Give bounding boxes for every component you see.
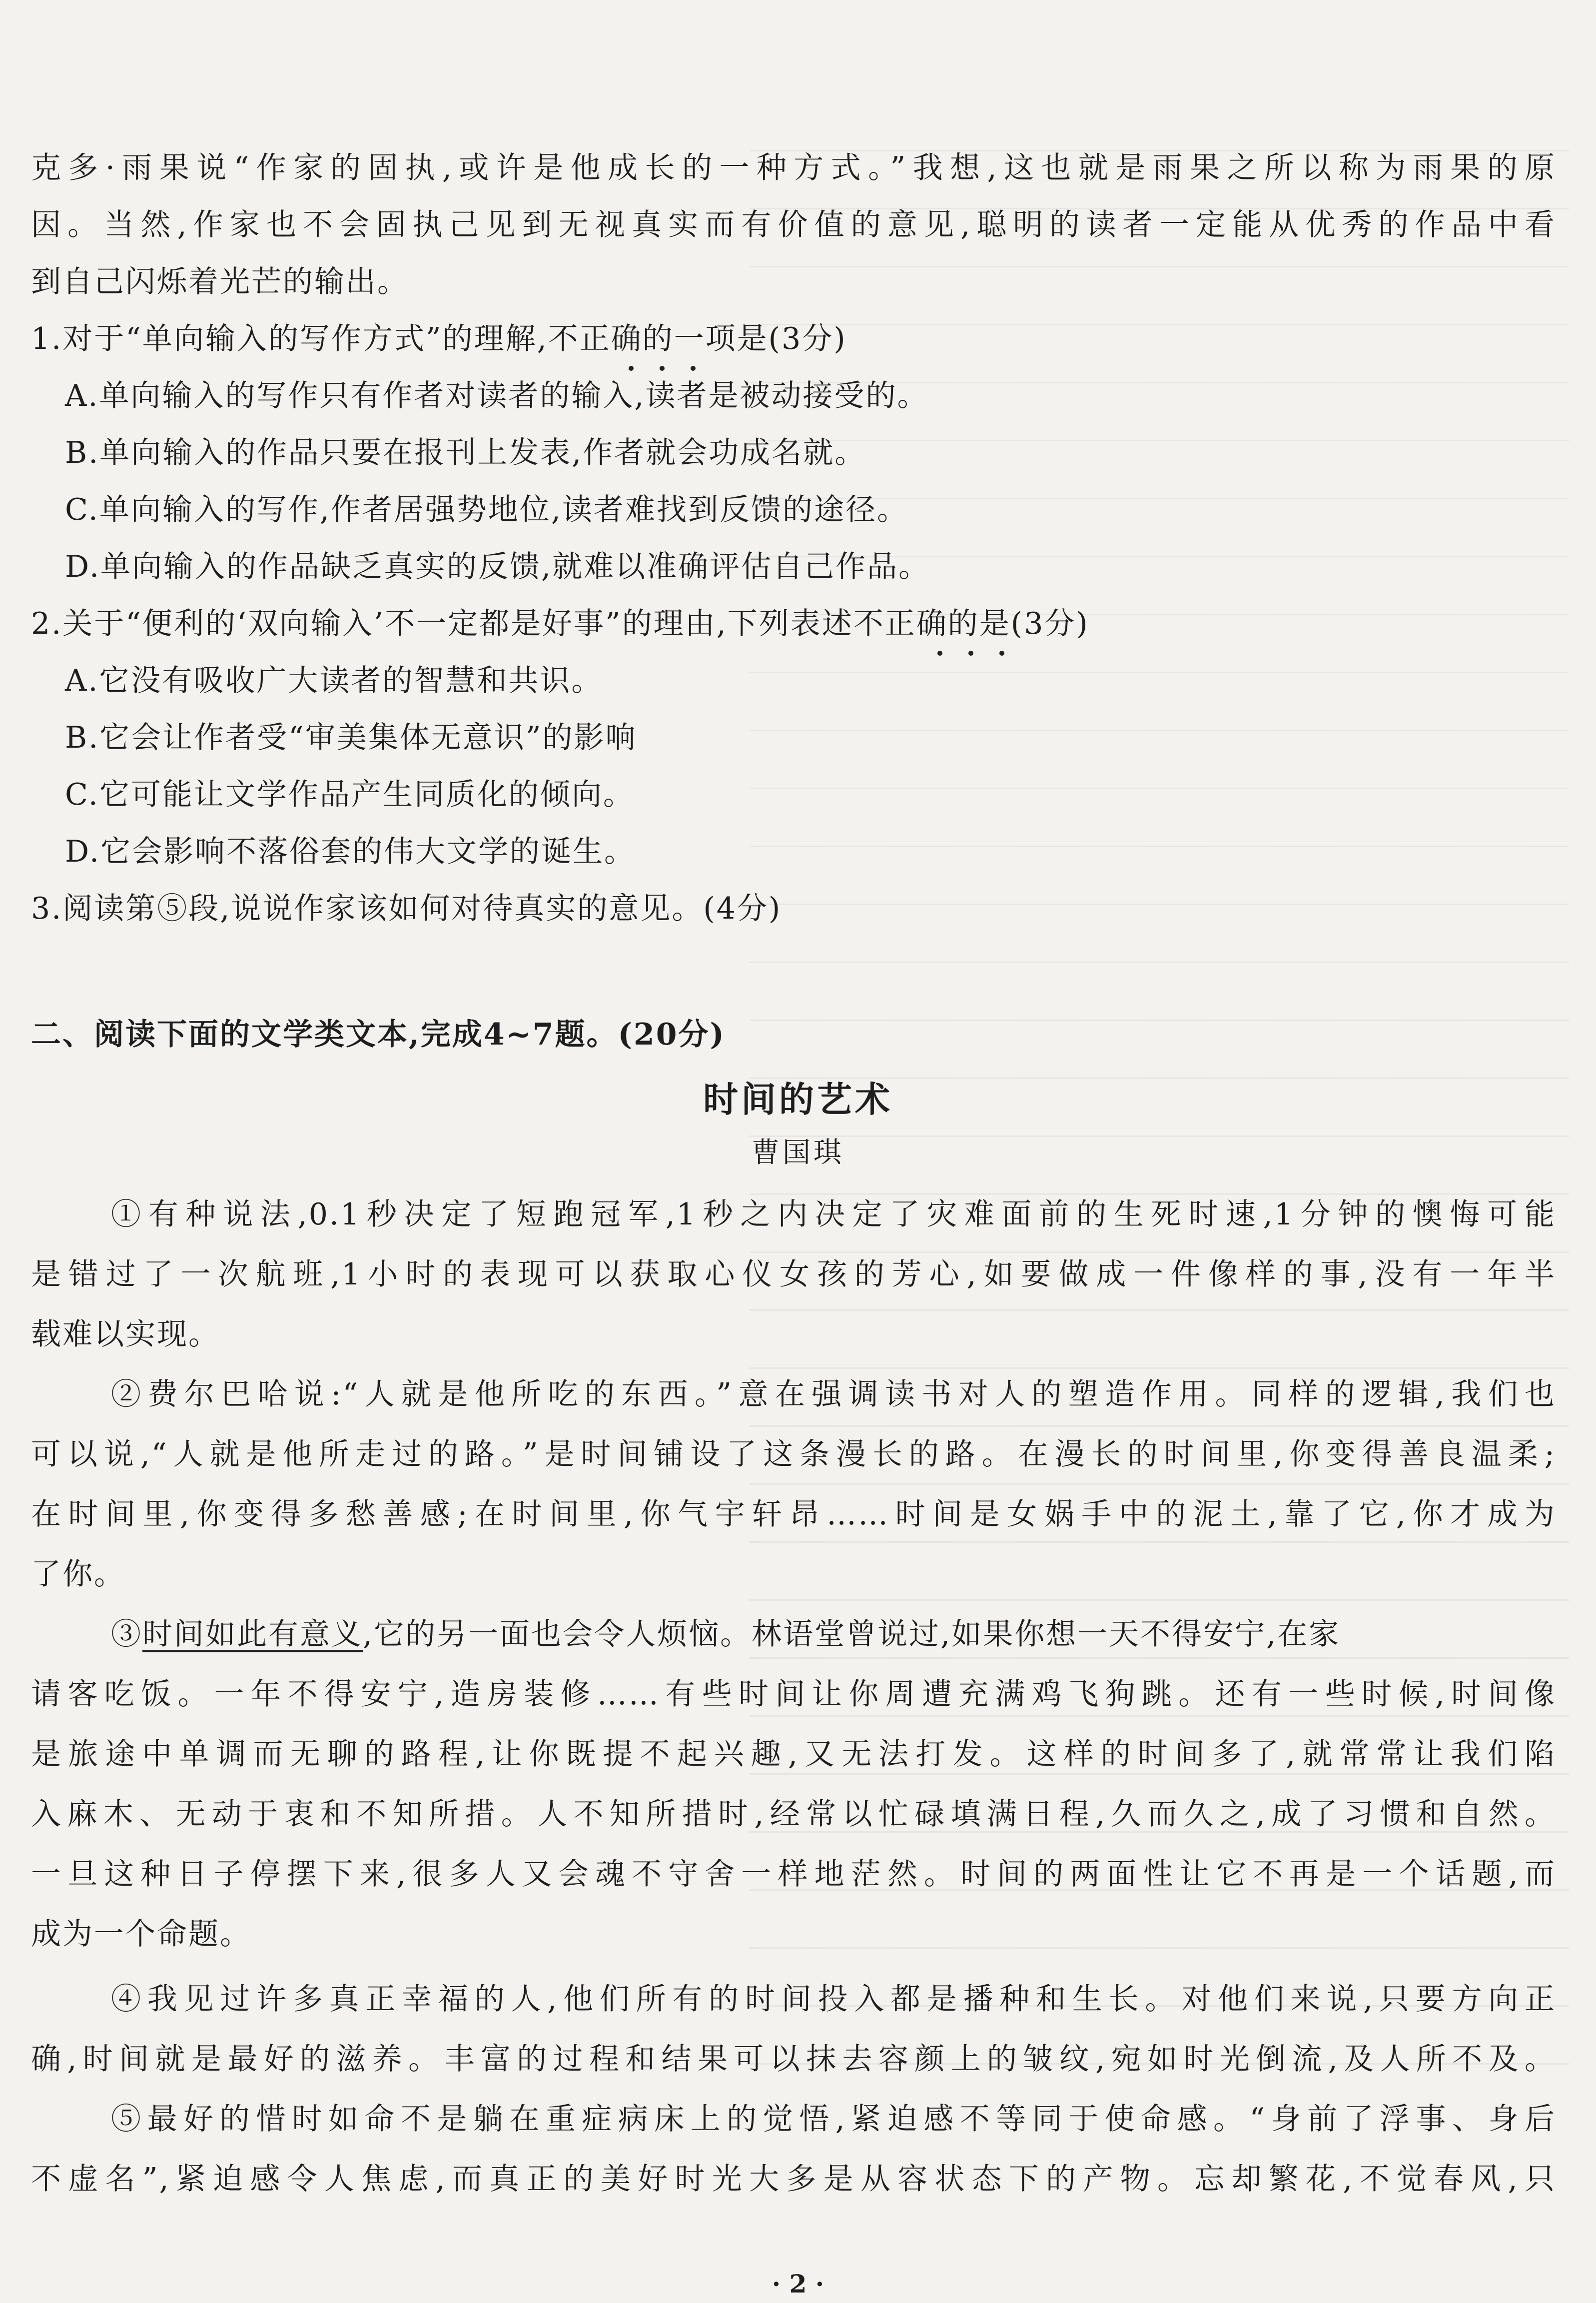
emphasis-dot (999, 651, 1004, 656)
question-2-option-b: B.它会让作者受“审美集体无意识”的影响 (65, 720, 637, 755)
article-author: 曹国琪 (752, 1137, 844, 1169)
paragraph-3-line: 成为一个命题。 (31, 1917, 251, 1952)
question-2-option-d: D.它会影响不落俗套的伟大文学的诞生。 (65, 834, 636, 869)
paragraph-1-line: 是错过了一次航班,1小时的表现可以获取心仪女孩的芳心,如要做成一件像样的事,没有一年半 (31, 1257, 1556, 1292)
paragraph-1-line: 载难以实现。 (31, 1317, 220, 1352)
question-1-option-d: D.单向输入的作品缺乏真实的反馈,就难以准确评估自己作品。 (65, 549, 930, 584)
emphasis-dot (691, 366, 696, 371)
intro-line: 到自己闪烁着光芒的输出。 (31, 264, 409, 299)
emphasis-dot (629, 366, 634, 371)
emphasis-dot (937, 651, 942, 656)
question-3-stem: 3.阅读第⑤段,说说作家该如何对待真实的意见。(4分) (31, 891, 782, 926)
paragraph-4-line: 确,时间就是最好的滋养。丰富的过程和结果可以抹去容颜上的皱纹,宛如时光倒流,及人所不及。 (31, 2042, 1556, 2077)
intro-line: 克多·雨果说“作家的固执,或许是他成长的一种方式。”我想,这也就是雨果之所以称为雨果的原 (31, 150, 1556, 185)
paragraph-5-line: ⑤最好的惜时如命不是躺在重症病床上的觉悟,紧迫感不等同于使命感。“身前了浮事、身后 (111, 2102, 1556, 2137)
paragraph-3-line: 一旦这种日子停摆下来,很多人又会魂不守舍一样地茫然。时间的两面性让它不再是一个话题,而 (31, 1857, 1556, 1892)
paragraph-3-text: ,它的另一面也会令人烦恼。林语堂曾说过,如果你想一天不得安宁,在家 (363, 1617, 1341, 1652)
article-title: 时间的艺术 (703, 1079, 893, 1120)
paragraph-4-line: ④我见过许多真正幸福的人,他们所有的时间投入都是播种和生长。对他们来说,只要方向正 (111, 1982, 1556, 2017)
question-2-option-c: C.它可能让文学作品产生同质化的倾向。 (65, 777, 635, 812)
paragraph-2-line: 在时间里,你变得多愁善感;在时间里,你气宇轩昂……时间是女娲手中的泥土,靠了它,你才成为 (31, 1497, 1556, 1532)
paragraph-2-line: 了你。 (31, 1557, 125, 1592)
section-2-heading: 二、阅读下面的文学类文本,完成4~7题。(20分) (31, 1017, 726, 1052)
paragraph-1-line: ①有种说法,0.1秒决定了短跑冠军,1秒之内决定了灾难面前的生死时速,1分钟的懊悔可能 (111, 1197, 1556, 1232)
emphasis-dot (968, 651, 973, 656)
paragraph-3-line: 是旅途中单调而无聊的路程,让你既提不起兴趣,又无法打发。这样的时间多了,就常常让我们陷 (31, 1737, 1556, 1772)
paragraph-2-line: 可以说,“人就是他所走过的路。”是时间铺设了这条漫长的路。在漫长的时间里,你变得善良温柔; (31, 1437, 1556, 1472)
question-1-option-b: B.单向输入的作品只要在报刊上发表,作者就会功成名就。 (65, 435, 866, 470)
page-number: · 2 · (772, 2269, 824, 2299)
intro-line: 因。当然,作家也不会固执己见到无视真实而有价值的意见,聪明的读者一定能从优秀的作品中看 (31, 207, 1556, 242)
question-1-option-c: C.单向输入的写作,作者居强势地位,读者难找到反馈的途径。 (65, 492, 908, 527)
underlined-phrase: 时间如此有意义 (142, 1617, 363, 1652)
paragraph-2-line: ②费尔巴哈说:“人就是他所吃的东西。”意在强调读书对人的塑造作用。同样的逻辑,我们也 (111, 1377, 1556, 1412)
paragraph-3-first-line (111, 1614, 1556, 1654)
question-2-stem: 2.关于“便利的‘双向输入’不一定都是好事”的理由,下列表述不正确的是(3分) (31, 606, 1089, 641)
paragraph-3-line: 请客吃饭。一年不得安宁,造房装修……有些时间让你周遭充满鸡飞狗跳。还有一些时候,时间像 (31, 1677, 1556, 1712)
paragraph-number: ③ (111, 1617, 142, 1652)
paragraph-5-line: 不虚名”,紧迫感令人焦虑,而真正的美好时光大多是从容状态下的产物。忘却繁花,不觉春风,只 (31, 2162, 1556, 2197)
question-2-option-a: A.它没有吸收广大读者的智慧和共识。 (65, 663, 603, 698)
paragraph-3-line: 入麻木、无动于衷和不知所措。人不知所措时,经常以忙碌填满日程,久而久之,成了习惯和自然。 (31, 1797, 1556, 1832)
emphasis-dot (660, 366, 665, 371)
question-1-stem: 1.对于“单向输入的写作方式”的理解,不正确的一项是(3分) (31, 321, 847, 356)
question-1-option-a: A.单向输入的写作只有作者对读者的输入,读者是被动接受的。 (65, 378, 929, 413)
